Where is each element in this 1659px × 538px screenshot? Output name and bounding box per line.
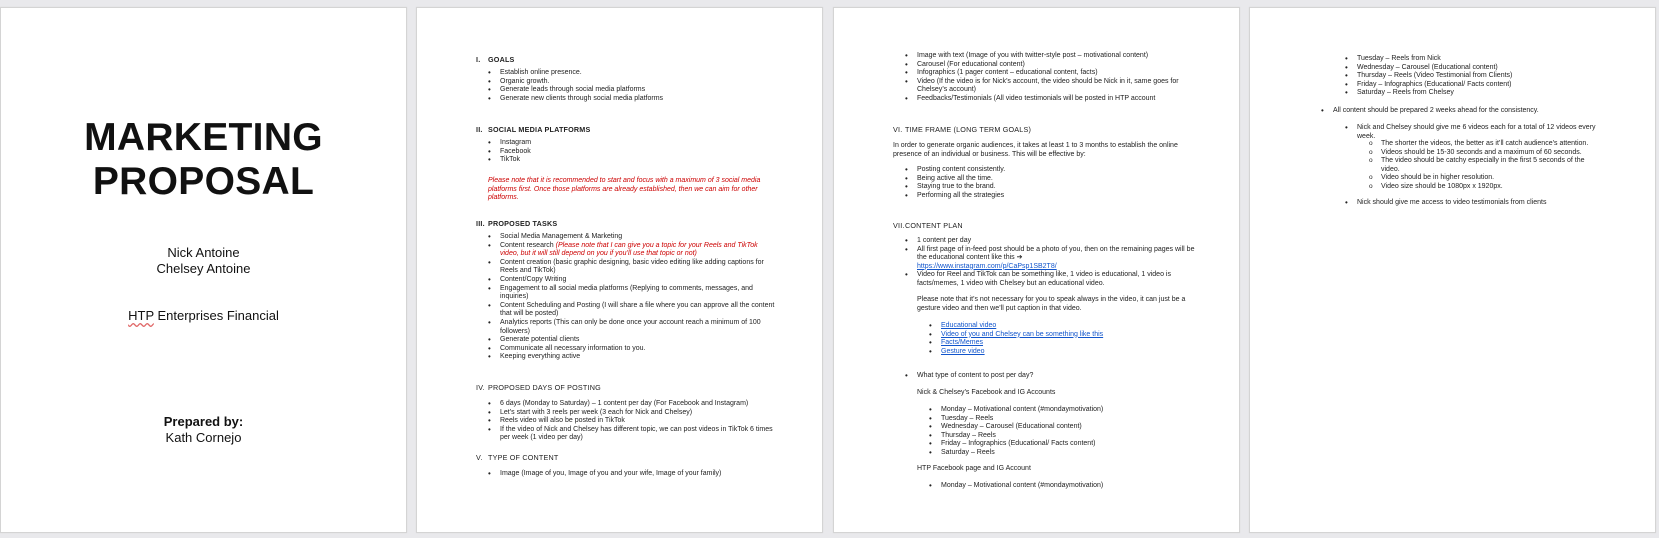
gesture-video-link[interactable]: Gesture video [941, 347, 985, 355]
section-number: VII. [893, 221, 905, 230]
section-number: IV. [476, 383, 485, 392]
list-item: • Content/Copy Writing [488, 276, 776, 285]
list-item: • Content creation (basic graphic designing, basic video editing like adding captions for Reels and TikTok) [488, 259, 776, 276]
list-item: • Generate potential clients [488, 336, 776, 345]
list-item: • Nick and Chelsey should give me 6 videos each for a total of 12 videos every week. [1345, 124, 1600, 141]
list-item: • Infographics (1 pager content – educational content, facts) [905, 69, 1195, 78]
list-item: • Thursday – Reels [929, 432, 1189, 441]
list-item: • Friday – Infographics (Educational/ Facts content) [1345, 81, 1625, 90]
list-item: • Saturday – Reels from Chelsey [1345, 89, 1625, 98]
list-item: • What type of content to post per day? [905, 372, 1195, 381]
facts-memes-link[interactable]: Facts/Memes [941, 339, 984, 347]
section-content-plan-heading [893, 221, 963, 230]
section-timeframe-heading [893, 125, 1031, 134]
list-item: o The video should be catchy especially in the first 5 seconds of the video. [1369, 157, 1601, 174]
list-item: • Image with text (Image of you with twitter-style post – motivational content) [905, 52, 1195, 61]
plan-text: All first page of in-feed post should be a photo of you, then on the remaining pages will be the educational content like this ➔ [917, 245, 1195, 262]
example-links [929, 322, 1189, 356]
list-item: • Feedbacks/Testimonials (All video testimonials will be posted in HTP account [905, 95, 1195, 104]
prep-note-list [1321, 107, 1621, 116]
list-item: • Monday – Motivational content (#mondaymotivation) [929, 482, 1189, 491]
list-item: • Posting content consistently. [905, 166, 1195, 175]
section-content-type-heading [476, 453, 559, 462]
task-note: (Please note that I can give you a topic for your Reels and TikTok video, but it will still depend on you if you’ll use that topic or not) [500, 241, 758, 258]
list-item: • Wednesday – Carousel (Educational content) [1345, 64, 1625, 73]
timeframe-list [905, 166, 1195, 200]
section-title: GOALS [488, 55, 515, 64]
list-item: o The shorter the videos, the better as it’ll catch audience’s attention. [1369, 140, 1601, 149]
list-item: • Communicate all necessary information to you. [488, 345, 776, 354]
list-item [905, 246, 1195, 272]
list-item: • Thursday – Reels (Video Testimonial from Clients) [1345, 72, 1625, 81]
section-goals-heading [476, 55, 515, 64]
goals-list [488, 69, 788, 103]
list-item: • Analytics reports (This can only be done once your account reach a minimum of 100 followers) [488, 319, 776, 336]
section-title: SOCIAL MEDIA PLATFORMS [488, 125, 591, 134]
section-number: III. [476, 219, 485, 228]
nc-schedule [929, 406, 1189, 458]
company-prefix: HTP [128, 308, 154, 323]
what-type-list [905, 372, 1195, 381]
list-item: o Video size should be 1080px x 1920px. [1369, 183, 1601, 192]
section-title: TYPE OF CONTENT [488, 453, 559, 462]
educational-video-link[interactable]: Educational video [941, 322, 997, 329]
list-item: • Nick should give me access to video testimonials from clients [1345, 199, 1615, 208]
section-title: TIME FRAME (LONG TERM GOALS) [905, 125, 1032, 134]
page-1 [0, 7, 407, 533]
list-item: • Friday – Infographics (Educational/ Facts content) [929, 440, 1189, 449]
section-title: PROPOSED DAYS OF POSTING [488, 383, 601, 392]
list-item [929, 322, 1189, 331]
prepared-label: Prepared by: [163, 414, 244, 429]
instagram-link[interactable]: https://www.instagram.com/p/CaPsp1SB2T8/ [917, 262, 1057, 270]
list-item: o Video should be in higher resolution. [1369, 174, 1601, 183]
timeframe-intro: In order to generate organic audiences, it takes at least 1 to 3 months to establish the online presence of an individual or business. This will be effective by: [893, 142, 1178, 158]
list-item [488, 242, 776, 259]
task-text: Content research [500, 241, 556, 249]
list-item: • TikTok [488, 156, 788, 165]
list-item: • Video for Reel and TikTok can be something like, 1 video is educational, 1 video is facts/memes, 1 video with Chelsey but an educational video. [905, 271, 1195, 288]
htp-schedule-continued [1345, 55, 1625, 98]
days-list [488, 400, 776, 443]
list-item: • Being active all the time. [905, 175, 1195, 184]
videos-note-list [1345, 124, 1600, 141]
page-2 [416, 7, 823, 533]
platforms-list [488, 139, 788, 165]
platforms-note: Please note that it is recommended to start and focus with a maximum of 3 social media platforms first. Once those platforms are already established, then we can aim for other platforms. [488, 177, 761, 202]
plan-note: Please note that it’s not necessary for you to speak always in the video, it can just be a gesture video and then we’ll put caption in that video. [917, 296, 1186, 312]
content-plan-list [905, 237, 1195, 289]
section-platforms-heading [476, 125, 591, 134]
section-number: I. [476, 55, 481, 64]
list-item: • 6 days (Monday to Saturday) – 1 content per day (For Facebook and Instagram) [488, 400, 776, 409]
access-note-list [1345, 199, 1615, 208]
list-item: • Saturday – Reels [929, 449, 1189, 458]
page-3 [833, 7, 1240, 533]
section-tasks-heading [476, 219, 557, 228]
list-item: • Social Media Management & Marketing [488, 233, 776, 242]
company-rest: Enterprises Financial [153, 308, 279, 323]
list-item: • Instagram [488, 139, 788, 148]
title-line-2: PROPOSAL [92, 160, 315, 203]
cover-title [1, 116, 406, 204]
section-number: V. [476, 453, 483, 462]
list-item: • Let’s start with 3 reels per week (3 each for Nick and Chelsey) [488, 409, 776, 418]
company-name [1, 308, 406, 323]
section-title: PROPOSED TASKS [488, 219, 558, 228]
section-number: VI. [893, 125, 903, 134]
list-item: • If the video of Nick and Chelsey has different topic, we can post videos in TikTok 6 times per week (1 video per day) [488, 426, 776, 443]
list-item: • Performing all the strategies [905, 192, 1195, 201]
section-days-heading [476, 383, 601, 392]
nc-accounts-heading: Nick & Chelsey’s Facebook and IG Accounts [917, 389, 1056, 396]
list-item: • Tuesday – Reels [929, 415, 1189, 424]
video-rules [1369, 140, 1601, 192]
list-item: • 1 content per day [905, 237, 1195, 246]
list-item: • Image (Image of you, Image of you and your wife, Image of your family) [488, 470, 776, 479]
content-type-list [488, 470, 776, 479]
section-number: II. [476, 125, 483, 134]
list-item: • Video (If the video is for Nick’s account, the video should be Nick in it, same goes for Chelsey’s account) [905, 78, 1195, 95]
list-item [929, 339, 1189, 348]
page-4 [1249, 7, 1656, 533]
list-item: • Wednesday – Carousel (Educational content) [929, 423, 1189, 432]
list-item: • Engagement to all social media platforms (Replying to comments, messages, and inquiries) [488, 285, 776, 302]
list-item: • Carousel (For educational content) [905, 61, 1195, 70]
htp-schedule [929, 482, 1189, 491]
list-item: • Generate new clients through social media platforms [488, 95, 788, 104]
section-title: CONTENT PLAN [905, 221, 963, 230]
content-type-list-continued [905, 52, 1195, 104]
list-item: o Videos should be 15-30 seconds and a maximum of 60 seconds. [1369, 149, 1601, 158]
list-item: • Facebook [488, 148, 788, 157]
list-item: • Organic growth. [488, 78, 788, 87]
list-item: • Generate leads through social media platforms [488, 86, 788, 95]
htp-accounts-heading: HTP Facebook page and IG Account [917, 465, 1031, 472]
title-line-1: MARKETING [84, 116, 323, 159]
prepared-name: Kath Cornejo [165, 430, 242, 445]
list-item: • Content Scheduling and Posting (I will share a file where you can approve all the content that will be posted) [488, 302, 776, 319]
client-names [1, 245, 406, 277]
list-item: • All content should be prepared 2 weeks ahead for the consistency. [1321, 107, 1621, 116]
list-item [929, 331, 1189, 340]
list-item [929, 348, 1189, 357]
tasks-list [488, 233, 776, 362]
list-item: • Staying true to the brand. [905, 183, 1195, 192]
list-item: • Reels video will also be posted in TikTok [488, 417, 776, 426]
prepared-by [1, 414, 406, 446]
list-item: • Establish online presence. [488, 69, 788, 78]
client-name-2: Chelsey Antoine [156, 261, 251, 276]
client-name-1: Nick Antoine [167, 245, 240, 260]
couple-video-link[interactable]: Video of you and Chelsey can be something like this [941, 330, 1104, 338]
list-item: • Tuesday – Reels from Nick [1345, 55, 1625, 64]
list-item: • Keeping everything active [488, 353, 776, 362]
list-item: • Monday – Motivational content (#mondaymotivation) [929, 406, 1189, 415]
